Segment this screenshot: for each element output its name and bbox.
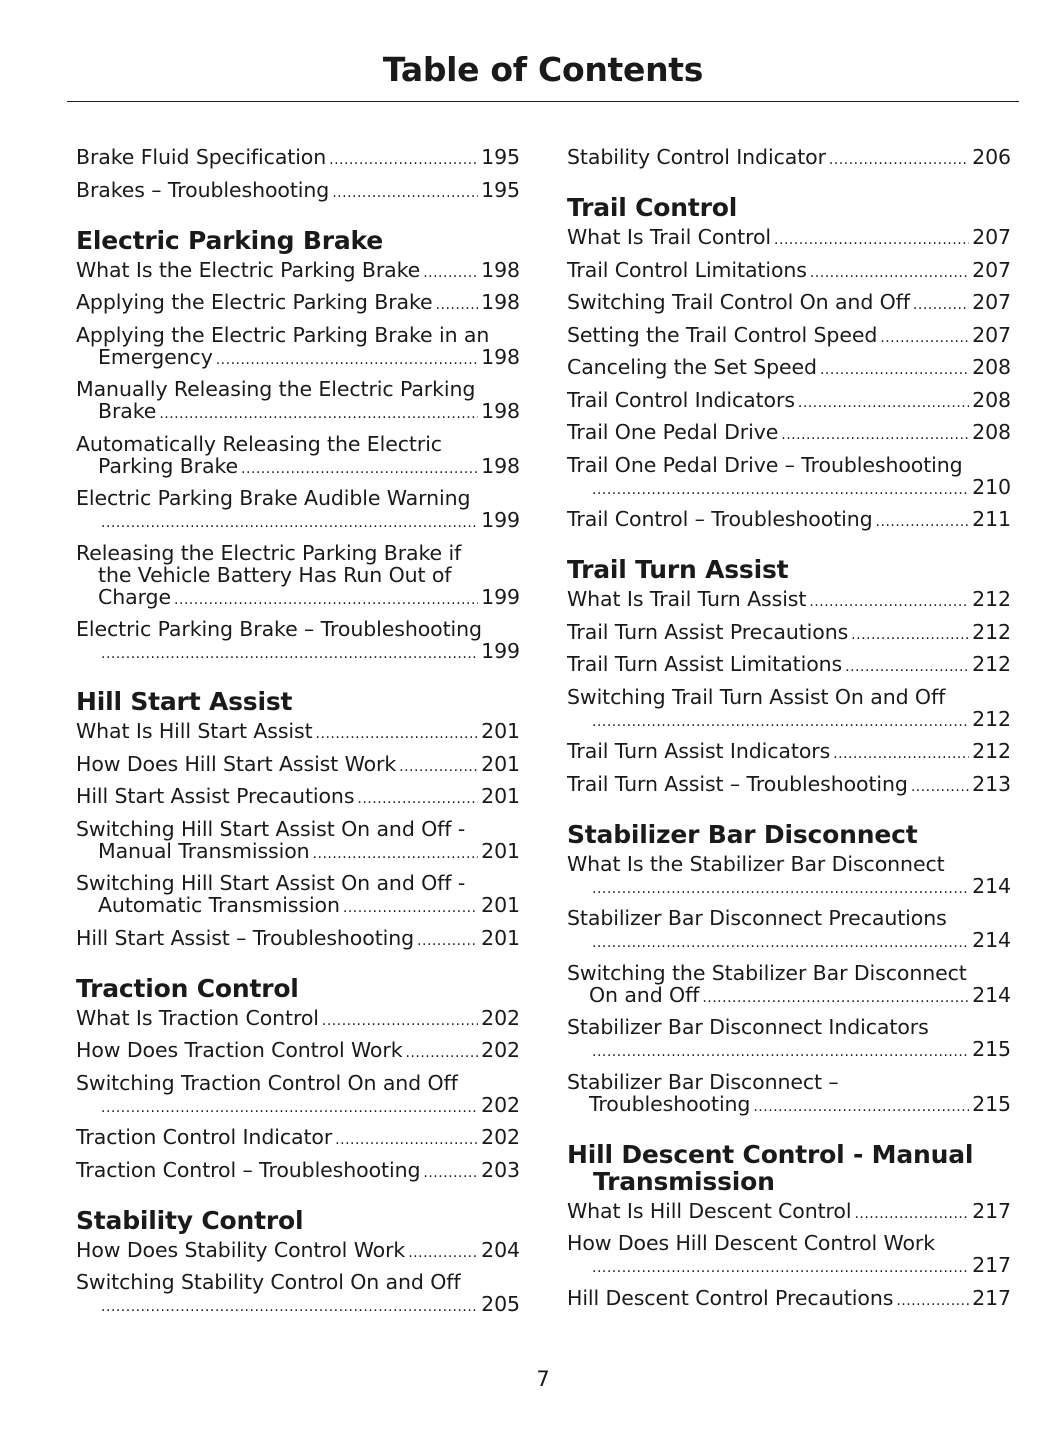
toc-entry-page-number: 205 xyxy=(481,1292,520,1316)
dot-leader xyxy=(592,878,969,900)
dot-leader xyxy=(436,294,479,316)
toc-entry-page-number: 198 xyxy=(481,290,520,314)
toc-entry[interactable] xyxy=(567,1232,1011,1279)
toc-entry-title-continued: Manual Transmission xyxy=(98,838,310,863)
toc-section-stabilizer-bar-disconnect xyxy=(567,821,1011,1118)
toc-entry-leader-line xyxy=(567,1287,1011,1312)
toc-entry-page-number: 206 xyxy=(972,145,1011,169)
toc-entry[interactable] xyxy=(567,421,1011,446)
dot-leader xyxy=(329,149,478,171)
toc-entry-leader-line xyxy=(567,773,1011,798)
section-heading-text: Stabilizer Bar Disconnect xyxy=(567,819,918,849)
dot-leader xyxy=(357,788,478,810)
toc-entry[interactable] xyxy=(76,378,520,425)
toc-entry-page-number: 198 xyxy=(481,257,520,282)
section-heading-text: Stability Control xyxy=(76,1205,304,1235)
toc-entry[interactable] xyxy=(567,773,1011,798)
toc-entry-leader-line xyxy=(567,356,1011,381)
section-heading xyxy=(567,821,1011,848)
toc-entry-page-number: 203 xyxy=(481,1157,520,1182)
toc-entry-page-number: 213 xyxy=(972,771,1011,796)
toc-entry-title: Switching Traction Control On and Off xyxy=(76,1070,458,1095)
toc-entry-page-number: 201 xyxy=(481,751,520,776)
section-heading-text: Trail Turn Assist xyxy=(567,555,789,584)
toc-entry[interactable] xyxy=(567,1200,1011,1225)
toc-entry-title-continued: Emergency xyxy=(98,344,213,369)
toc-entry-page-number: 204 xyxy=(481,1237,520,1262)
toc-entry-page-number: 212 xyxy=(972,652,1011,676)
dot-leader xyxy=(592,932,969,954)
toc-entry[interactable] xyxy=(567,454,1011,501)
toc-entry-page-number: 201 xyxy=(481,893,520,917)
toc-entry[interactable] xyxy=(76,179,520,204)
toc-entry-leader-line xyxy=(76,927,520,952)
toc-entry-page-number: 198 xyxy=(481,453,520,478)
toc-entry[interactable] xyxy=(76,1039,520,1064)
toc-entry-leader-line xyxy=(76,1039,520,1064)
toc-entry-title: Hill Start Assist Precautions xyxy=(76,784,355,808)
toc-entry[interactable] xyxy=(567,291,1011,316)
toc-entry-leader-line xyxy=(567,984,1011,1009)
toc-entry[interactable] xyxy=(76,1072,520,1119)
toc-entry[interactable] xyxy=(567,740,1011,765)
toc-entry-title: Stabilizer Bar Disconnect Indicators xyxy=(567,1015,929,1039)
toc-entry-leader-line xyxy=(567,740,1011,765)
toc-entry-page-number: 202 xyxy=(481,1125,520,1149)
toc-entry-leader-line xyxy=(567,146,1011,171)
toc-entry[interactable] xyxy=(567,226,1011,251)
toc-entry-page-number: 208 xyxy=(972,355,1011,379)
toc-entry-title: Automatically Releasing the Electric xyxy=(76,431,442,456)
section-heading-text: Traction Control xyxy=(76,973,299,1003)
toc-entry-title: Stabilizer Bar Disconnect Precautions xyxy=(567,906,947,930)
dot-leader xyxy=(423,1162,478,1184)
toc-entry-title: Hill Start Assist – Troubleshooting xyxy=(76,925,415,950)
toc-entry[interactable] xyxy=(76,1159,520,1184)
toc-entry-leader-line xyxy=(76,720,520,745)
toc-entry-page-number: 208 xyxy=(972,420,1011,444)
toc-entry-page-number: 195 xyxy=(481,145,520,169)
dot-leader xyxy=(592,1257,969,1279)
dot-leader xyxy=(833,743,969,765)
toc-entry-leader-line xyxy=(567,476,1011,501)
dot-leader xyxy=(241,458,478,480)
toc-section-stability-control xyxy=(76,1207,520,1319)
dot-leader xyxy=(316,723,479,745)
toc-entry-leader-line xyxy=(76,1094,520,1119)
toc-entry-title: Switching Trail Control On and Off xyxy=(567,290,910,314)
dot-leader xyxy=(810,262,969,284)
section-heading xyxy=(76,688,520,715)
toc-entry[interactable] xyxy=(567,259,1011,284)
toc-entry-title: What Is Hill Start Assist xyxy=(76,719,313,743)
toc-entry-page-number: 199 xyxy=(481,639,520,663)
toc-entry-page-number: 201 xyxy=(481,784,520,808)
toc-entry-leader-line xyxy=(567,421,1011,446)
toc-entry-title-continued: On and Off xyxy=(589,982,700,1007)
toc-entry[interactable] xyxy=(76,433,520,480)
toc-entry-title: How Does Stability Control Work xyxy=(76,1237,406,1262)
toc-entry-title: Trail Control Indicators xyxy=(567,387,795,412)
toc-entry-title-continued: Brake xyxy=(98,399,157,423)
toc-section-hill-descent-control-manual xyxy=(567,1141,1011,1312)
toc-section-traction-control xyxy=(76,975,520,1184)
toc-entry-page-number: 211 xyxy=(972,507,1011,531)
toc-entry-title: Electric Parking Brake – Troubleshooting xyxy=(76,617,482,641)
toc-entry-title: Setting the Trail Control Speed xyxy=(567,322,878,347)
toc-entry-leader-line xyxy=(76,1159,520,1184)
toc-entry[interactable] xyxy=(567,686,1011,733)
toc-entry[interactable] xyxy=(76,259,520,284)
toc-entry-title: Trail Control – Troubleshooting xyxy=(567,507,873,531)
toc-entry[interactable] xyxy=(76,720,520,745)
toc-entry[interactable] xyxy=(567,621,1011,646)
toc-entry-title: Brakes – Troubleshooting xyxy=(76,177,330,202)
toc-entry-leader-line xyxy=(567,875,1011,900)
toc-section-trail-turn-assist xyxy=(567,556,1011,798)
toc-entry-title: Switching Trail Turn Assist On and Off xyxy=(567,684,946,709)
toc-entry-title: What Is the Electric Parking Brake xyxy=(76,257,421,282)
page-title: Table of Contents xyxy=(382,50,704,89)
dot-leader xyxy=(332,182,478,204)
toc-entry[interactable] xyxy=(76,818,520,865)
toc-entry[interactable] xyxy=(567,907,1011,954)
toc-entry[interactable] xyxy=(76,618,520,665)
toc-entry-page-number: 207 xyxy=(972,225,1011,249)
toc-entry-leader-line xyxy=(567,259,1011,284)
toc-entry-title: How Does Hill Descent Control Work xyxy=(567,1231,936,1255)
dot-leader xyxy=(851,624,969,646)
toc-entry[interactable] xyxy=(567,508,1011,533)
toc-section-electric-parking-brake xyxy=(76,227,520,666)
toc-entry-title: What Is Trail Turn Assist xyxy=(567,587,807,611)
toc-entry-page-number: 208 xyxy=(972,387,1011,412)
toc-entry-leader-line xyxy=(76,894,520,919)
section-heading xyxy=(76,227,520,254)
dot-leader xyxy=(592,479,969,501)
section-heading-text-continued: Transmission xyxy=(593,1166,775,1196)
toc-entry-leader-line xyxy=(567,708,1011,733)
toc-entry[interactable] xyxy=(76,927,520,952)
toc-entry-page-number: 212 xyxy=(972,619,1011,644)
toc-entry-leader-line xyxy=(76,259,520,284)
toc-entry-page-number: 207 xyxy=(972,290,1011,314)
toc-entry-leader-line xyxy=(76,179,520,204)
dot-leader xyxy=(405,1042,478,1064)
dot-leader xyxy=(408,1242,478,1264)
toc-entry-page-number: 212 xyxy=(972,706,1011,731)
toc-entry[interactable] xyxy=(567,653,1011,678)
toc-entry[interactable] xyxy=(76,487,520,534)
toc-entry-title: What Is Trail Control xyxy=(567,225,772,249)
toc-left-column xyxy=(76,146,520,1341)
toc-entry-leader-line xyxy=(76,146,520,171)
toc-entry-title: Trail One Pedal Drive – Troubleshooting xyxy=(567,452,963,477)
toc-section-hill-start-assist xyxy=(76,688,520,952)
toc-entry-leader-line xyxy=(567,324,1011,349)
toc-entry-title: Switching Stability Control On and Off xyxy=(76,1270,461,1294)
toc-entry-leader-line xyxy=(567,588,1011,613)
toc-entry-leader-line xyxy=(567,621,1011,646)
toc-entry-page-number: 202 xyxy=(481,1038,520,1062)
dot-leader xyxy=(845,656,969,678)
section-heading xyxy=(567,1141,1011,1195)
dot-leader xyxy=(702,987,969,1009)
toc-entry-title: Switching Hill Start Assist On and Off - xyxy=(76,871,466,895)
toc-entry[interactable] xyxy=(76,146,520,171)
toc-entry-leader-line xyxy=(567,929,1011,954)
dot-leader xyxy=(343,897,478,919)
toc-entry-title: Brake Fluid Specification xyxy=(76,145,327,169)
toc-right-column xyxy=(567,146,1011,1335)
dot-leader xyxy=(880,327,969,349)
toc-entry-title: Releasing the Electric Parking Brake if xyxy=(76,540,462,565)
dot-leader xyxy=(798,392,969,414)
toc-entry-page-number: 201 xyxy=(481,925,520,950)
toc-entry-title: How Does Hill Start Assist Work xyxy=(76,751,397,776)
toc-entry-title: Stabilizer Bar Disconnect – xyxy=(567,1069,839,1094)
dot-leader xyxy=(423,262,478,284)
toc-entry-page-number: 202 xyxy=(481,1092,520,1117)
toc-entry-title: Traction Control – Troubleshooting xyxy=(76,1157,421,1182)
toc-entry-leader-line xyxy=(567,508,1011,533)
toc-entry[interactable] xyxy=(567,962,1011,1009)
toc-entry-leader-line xyxy=(567,1254,1011,1279)
toc-entry-title: Stability Control Indicator xyxy=(567,145,826,169)
toc-entry-page-number: 210 xyxy=(972,474,1011,499)
toc-entry-page-number: 214 xyxy=(972,873,1011,898)
toc-entry-leader-line xyxy=(76,346,520,371)
page-number: 7 xyxy=(536,1367,550,1391)
toc-entry[interactable] xyxy=(76,1007,520,1032)
section-heading-text: Trail Control xyxy=(567,193,738,222)
toc-entry-title-continued: the Vehicle Battery Has Run Out of xyxy=(98,562,452,587)
dot-leader xyxy=(809,591,969,613)
toc-entry-page-number: 207 xyxy=(972,257,1011,282)
toc-entry[interactable] xyxy=(567,356,1011,381)
toc-entry[interactable] xyxy=(76,542,520,611)
toc-entry-page-number: 201 xyxy=(481,838,520,863)
toc-entry-title: What Is Traction Control xyxy=(76,1005,319,1030)
dot-leader xyxy=(592,1041,969,1063)
toc-entry-page-number: 199 xyxy=(481,584,520,609)
toc-entry-leader-line xyxy=(567,389,1011,414)
dot-leader xyxy=(829,149,969,171)
toc-entry-leader-line xyxy=(567,1038,1011,1063)
toc-entry-leader-line xyxy=(76,640,520,665)
toc-entry-page-number: 201 xyxy=(481,719,520,743)
dot-leader xyxy=(896,1290,969,1312)
toc-entry-leader-line xyxy=(567,653,1011,678)
toc-entry-page-number: 217 xyxy=(972,1285,1011,1310)
toc-entry-title: What Is the Stabilizer Bar Disconnect xyxy=(567,851,945,876)
dot-leader xyxy=(159,403,478,425)
toc-entry[interactable] xyxy=(76,753,520,778)
toc-entry-leader-line xyxy=(567,291,1011,316)
toc-entry[interactable] xyxy=(567,1287,1011,1312)
toc-entry[interactable] xyxy=(76,291,520,316)
dot-leader xyxy=(174,589,478,611)
dot-leader xyxy=(101,643,478,665)
dot-leader xyxy=(876,511,970,533)
toc-entry-page-number: 207 xyxy=(972,322,1011,347)
toc-entry-title: Applying the Electric Parking Brake in an xyxy=(76,322,490,347)
toc-entry[interactable] xyxy=(567,389,1011,414)
toc-entry[interactable] xyxy=(567,146,1011,171)
dot-leader xyxy=(313,843,479,865)
section-heading-text: Electric Parking Brake xyxy=(76,225,384,255)
toc-entry-title: Switching Hill Start Assist On and Off - xyxy=(76,816,466,841)
toc-entry-title: Canceling the Set Speed xyxy=(567,355,817,379)
section-heading-text: Hill Start Assist xyxy=(76,687,293,716)
toc-entry-page-number: 215 xyxy=(972,1091,1011,1116)
toc-entry-page-number: 198 xyxy=(481,399,520,423)
toc-entry-leader-line xyxy=(76,586,520,611)
toc-entry-title: Traction Control Indicator xyxy=(76,1125,333,1149)
toc-entry[interactable] xyxy=(76,324,520,371)
toc-entry-title-continued: Parking Brake xyxy=(98,453,239,478)
toc-entry-leader-line xyxy=(76,400,520,425)
toc-entry-page-number: 195 xyxy=(481,177,520,202)
section-heading xyxy=(567,556,1011,583)
toc-entry-leader-line xyxy=(76,1293,520,1318)
title-divider xyxy=(67,101,1019,102)
toc-entry-leader-line xyxy=(76,1126,520,1151)
toc-entry-page-number: 215 xyxy=(972,1037,1011,1061)
toc-entry-page-number: 214 xyxy=(972,982,1011,1007)
toc-entry-title-continued: Automatic Transmission xyxy=(98,893,340,917)
section-heading xyxy=(76,1207,520,1234)
toc-entry-page-number: 217 xyxy=(972,1198,1011,1223)
toc-entry-leader-line xyxy=(76,455,520,480)
dot-leader xyxy=(592,711,969,733)
toc-entry-page-number: 198 xyxy=(481,344,520,369)
toc-section-continued xyxy=(76,146,520,204)
dot-leader xyxy=(753,1096,969,1118)
toc-entry-leader-line xyxy=(76,840,520,865)
toc-entry-leader-line xyxy=(567,1093,1011,1118)
toc-entry-title-continued: Troubleshooting xyxy=(589,1091,751,1116)
toc-entry-title: How Does Traction Control Work xyxy=(76,1038,403,1062)
toc-entry-title: Hill Descent Control Precautions xyxy=(567,1285,894,1310)
dot-leader xyxy=(774,229,969,251)
toc-entry-title: Switching the Stabilizer Bar Disconnect xyxy=(567,960,967,985)
toc-entry[interactable] xyxy=(76,872,520,919)
toc-entry-title: Manually Releasing the Electric Parking xyxy=(76,377,476,401)
dot-leader xyxy=(101,1296,478,1318)
dot-leader xyxy=(399,756,478,778)
dot-leader xyxy=(216,349,478,371)
toc-entry-leader-line xyxy=(76,291,520,316)
toc-entry[interactable] xyxy=(567,588,1011,613)
toc-entry-page-number: 217 xyxy=(972,1253,1011,1277)
toc-entry[interactable] xyxy=(76,1126,520,1151)
section-heading-text: Hill Descent Control - Manual xyxy=(567,1139,974,1169)
toc-entry-page-number: 212 xyxy=(972,739,1011,763)
toc-section-trail-control xyxy=(567,194,1011,533)
dot-leader xyxy=(913,294,969,316)
toc-entry-title: Trail Turn Assist Precautions xyxy=(567,619,849,644)
toc-entry-leader-line xyxy=(567,226,1011,251)
dot-leader xyxy=(781,424,969,446)
toc-entry[interactable] xyxy=(567,324,1011,349)
toc-entry-title: What Is Hill Descent Control xyxy=(567,1198,852,1223)
dot-leader xyxy=(854,1203,969,1225)
toc-entry-leader-line xyxy=(76,785,520,810)
toc-entry[interactable] xyxy=(567,1071,1011,1118)
toc-entry-title: Trail Control Limitations xyxy=(567,257,807,282)
toc-entry[interactable] xyxy=(76,785,520,810)
toc-entry-page-number: 214 xyxy=(972,928,1011,952)
toc-entry[interactable] xyxy=(567,1016,1011,1063)
toc-entry-page-number: 212 xyxy=(972,587,1011,611)
toc-entry-leader-line xyxy=(76,509,520,534)
toc-entry-leader-line xyxy=(76,1007,520,1032)
toc-entry[interactable] xyxy=(76,1271,520,1318)
dot-leader xyxy=(322,1010,478,1032)
dot-leader xyxy=(335,1129,478,1151)
dot-leader xyxy=(820,359,969,381)
dot-leader xyxy=(911,776,969,798)
toc-entry-title: Electric Parking Brake Audible Warning xyxy=(76,486,471,510)
toc-entry-leader-line xyxy=(76,753,520,778)
toc-entry-leader-line xyxy=(76,1239,520,1264)
dot-leader xyxy=(101,1097,478,1119)
toc-entry-title: Trail Turn Assist – Troubleshooting xyxy=(567,771,908,796)
section-heading xyxy=(76,975,520,1002)
toc-entry-page-number: 202 xyxy=(481,1005,520,1030)
toc-entry-title: Trail Turn Assist Limitations xyxy=(567,652,843,676)
toc-entry[interactable] xyxy=(567,853,1011,900)
toc-entry-title: Trail One Pedal Drive xyxy=(567,420,779,444)
dot-leader xyxy=(101,512,478,534)
toc-section-continued xyxy=(567,146,1011,171)
dot-leader xyxy=(417,930,478,952)
toc-entry[interactable] xyxy=(76,1239,520,1264)
toc-entry-title: Applying the Electric Parking Brake xyxy=(76,290,433,314)
toc-entry-title-continued: Charge xyxy=(98,584,171,609)
toc-entry-leader-line xyxy=(567,1200,1011,1225)
section-heading xyxy=(567,194,1011,221)
toc-entry-title: Trail Turn Assist Indicators xyxy=(567,739,831,763)
toc-entry-page-number: 199 xyxy=(481,508,520,532)
